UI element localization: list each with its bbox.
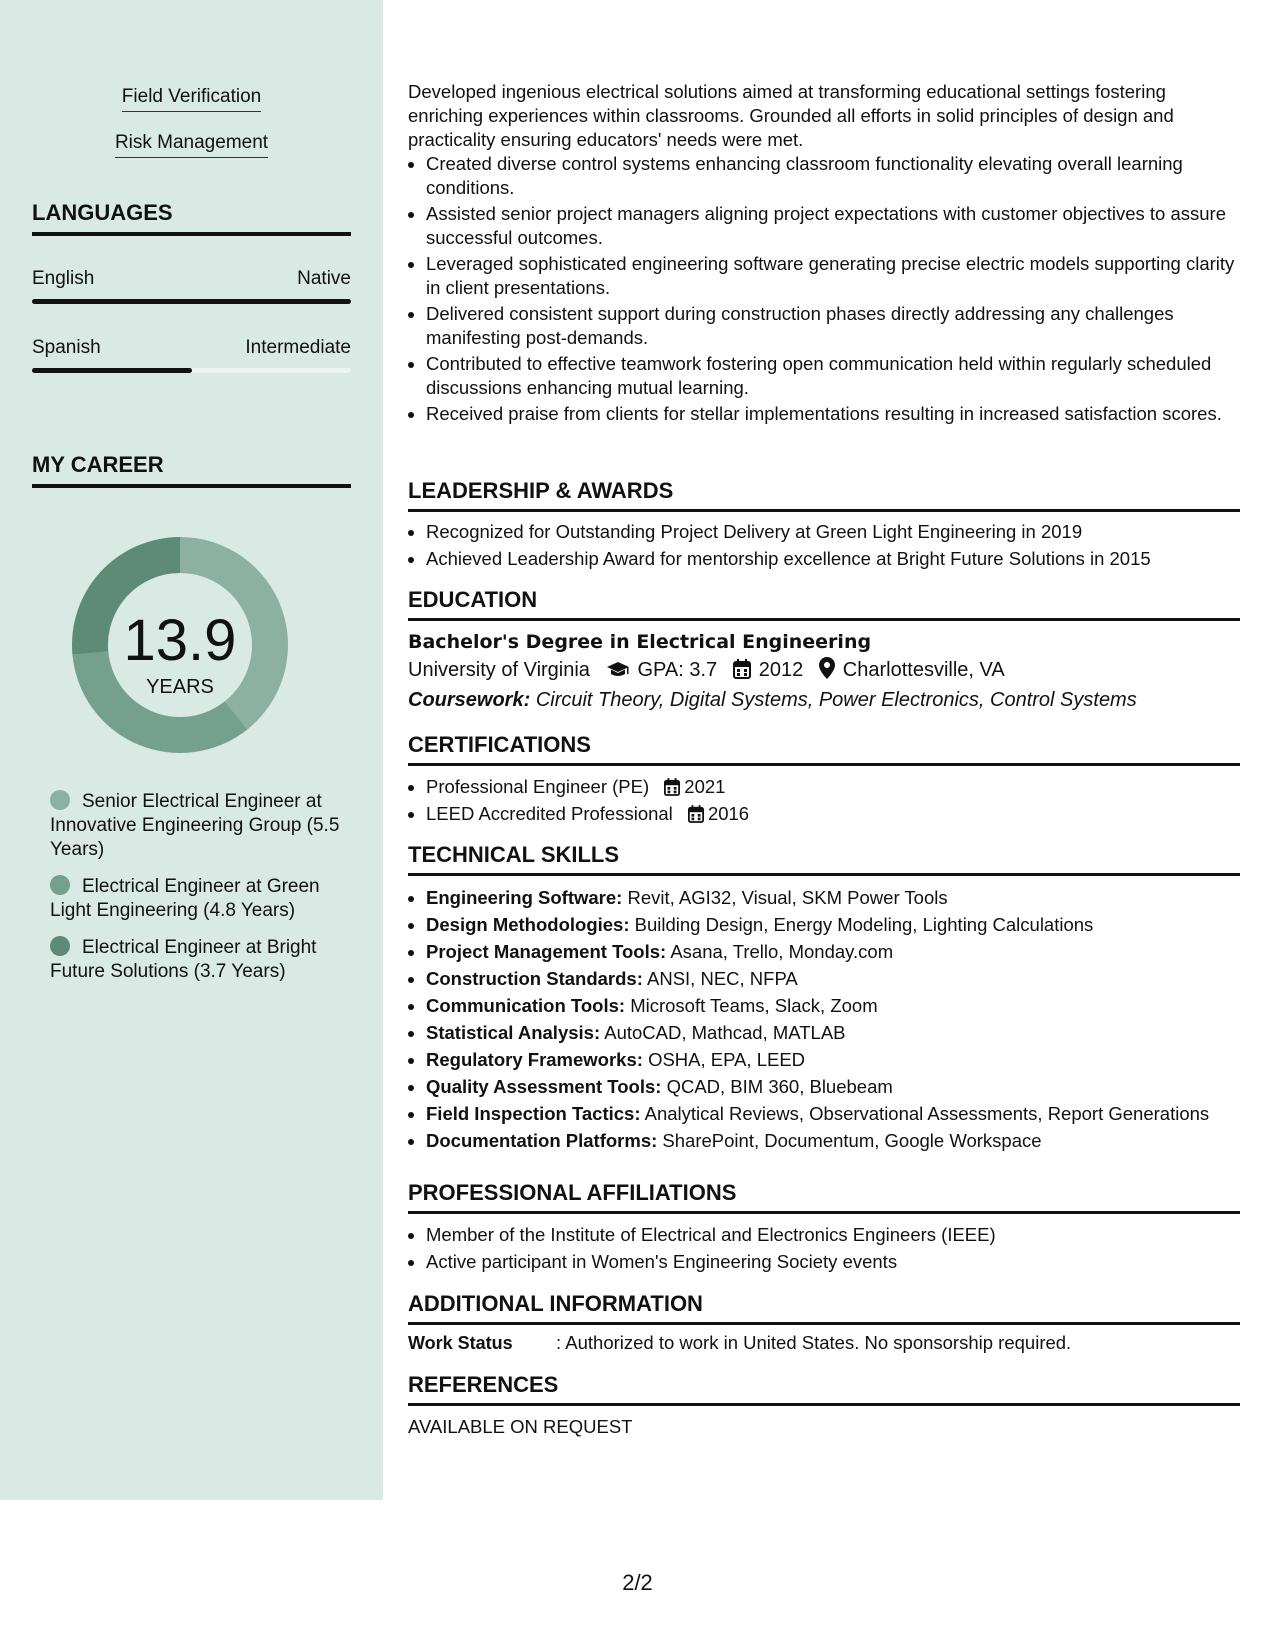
skill-label: Statistical Analysis:	[426, 1022, 601, 1043]
certification-name: LEED Accredited Professional	[426, 803, 673, 824]
list-item: • Achieved Leadership Award for mentorship excellence at Bright Future Solutions in 2015	[426, 547, 1240, 571]
list-item: • Contributed to effective teamwork fostering open communication held within regularly scheduled discussions enhancing mutual learning.	[426, 352, 1240, 400]
language-name: Spanish	[32, 337, 101, 358]
work-status-label: Work Status	[408, 1333, 513, 1353]
skill-value: Microsoft Teams, Slack, Zoom	[630, 995, 878, 1016]
language-row	[32, 337, 351, 359]
career-item-label: Senior Electrical Engineer at Innovative Engineering Group (5.5 Years)	[50, 791, 340, 860]
work-status-value: : Authorized to work in United States. No sponsorship required.	[556, 1332, 1072, 1353]
calendar-icon	[664, 778, 680, 796]
skill-label: Project Management Tools:	[426, 941, 667, 962]
affiliations-title: PROFESSIONAL AFFILIATIONS	[408, 1180, 1240, 1214]
skill-value: Building Design, Energy Modeling, Lighting Calculations	[634, 914, 1094, 935]
coursework-value: Circuit Theory, Digital Systems, Power Electronics, Control Systems	[535, 689, 1137, 711]
list-item: • Received praise from clients for stellar implementations resulting in increased satisfaction scores.	[426, 402, 1240, 426]
list-item	[426, 775, 1240, 799]
career-item	[50, 936, 350, 984]
skill-label: Construction Standards:	[426, 968, 643, 989]
list-item	[426, 1021, 1240, 1045]
coursework	[408, 685, 1240, 715]
career-list	[50, 790, 350, 997]
skill-value: AutoCAD, Mathcad, MATLAB	[604, 1022, 846, 1043]
list-item: • Active participant in Women's Engineering Society events	[426, 1250, 1240, 1274]
list-item: • Recognized for Outstanding Project Delivery at Green Light Engineering in 2019	[426, 520, 1240, 544]
language-level: Native	[297, 268, 351, 289]
location: Charlottesville, VA	[842, 659, 1005, 681]
list-item	[426, 994, 1240, 1018]
language-bar	[32, 299, 351, 304]
language-name: English	[32, 268, 95, 289]
list-item	[426, 802, 1240, 826]
list-item	[426, 1048, 1240, 1072]
career-donut-chart	[65, 530, 295, 760]
calendar-icon	[733, 659, 751, 679]
legend-dot-icon	[50, 875, 70, 895]
skill-value: Asana, Trello, Monday.com	[670, 941, 894, 962]
school: University of Virginia	[408, 659, 590, 681]
career-total: 13.9	[123, 608, 237, 673]
skill-label: Regulatory Frameworks:	[426, 1049, 643, 1070]
languages-title: LANGUAGES	[32, 200, 351, 236]
graduation-year: 2012	[758, 659, 804, 681]
experience-description	[408, 80, 1240, 428]
list-item	[426, 967, 1240, 991]
list-item	[426, 940, 1240, 964]
certifications-section	[408, 775, 1240, 829]
location-pin-icon	[819, 657, 835, 679]
skill-chip: Field Verification	[122, 86, 261, 112]
career-unit: YEARS	[146, 676, 214, 698]
skill-label: Field Inspection Tactics:	[426, 1103, 641, 1124]
career-title: MY CAREER	[32, 452, 351, 488]
career-item-label: Electrical Engineer at Green Light Engineering (4.8 Years)	[50, 876, 320, 921]
skill-label: Quality Assessment Tools:	[426, 1076, 662, 1097]
skills-section	[408, 886, 1240, 1156]
skill-label: Communication Tools:	[426, 995, 626, 1016]
certifications-title: CERTIFICATIONS	[408, 732, 1240, 766]
skills-title: TECHNICAL SKILLS	[408, 842, 1240, 876]
skill-chip: Risk Management	[115, 132, 268, 158]
certification-year: 2021	[684, 776, 726, 797]
legend-dot-icon	[50, 936, 70, 956]
experience-bullets	[408, 152, 1240, 426]
language-bar-fill	[32, 368, 192, 373]
list-item: • Delivered consistent support during construction phases directly addressing any challenges manifesting post-demands.	[426, 302, 1240, 350]
additional-info-section	[408, 1332, 1240, 1354]
skill-label: Engineering Software:	[426, 887, 623, 908]
skill-chips	[0, 86, 383, 178]
language-level: Intermediate	[245, 337, 351, 358]
list-item	[426, 1075, 1240, 1099]
language-bar	[32, 368, 351, 373]
list-item	[426, 1102, 1240, 1126]
graduation-cap-icon	[606, 661, 630, 679]
skill-label: Design Methodologies:	[426, 914, 630, 935]
list-item: • Assisted senior project managers aligning project expectations with customer objectives to assure successful outcomes.	[426, 202, 1240, 250]
experience-summary: Developed ingenious electrical solutions aimed at transforming educational settings fostering enriching experiences within classrooms. Grounded all efforts in solid principles of design and practicality ensuring educators' needs were met.	[408, 81, 1174, 150]
gpa: GPA: 3.7	[637, 659, 718, 681]
sidebar	[0, 0, 383, 1500]
degree: Bachelor's Degree in Electrical Engineering	[408, 631, 872, 653]
education-details	[408, 655, 1240, 685]
list-item	[426, 1129, 1240, 1153]
coursework-label: Coursework:	[408, 689, 531, 711]
language-row	[32, 268, 351, 290]
page-number: 2/2	[622, 1570, 653, 1595]
education-title: EDUCATION	[408, 587, 1240, 621]
list-item: • Leveraged sophisticated engineering software generating precise electric models supporting clarity in client presentations.	[426, 252, 1240, 300]
additional-info-title: ADDITIONAL INFORMATION	[408, 1291, 1240, 1325]
skill-value: SharePoint, Documentum, Google Workspace	[662, 1130, 1042, 1151]
language-bar-fill	[32, 299, 351, 304]
list-item	[426, 886, 1240, 910]
career-item-label: Electrical Engineer at Bright Future Solutions (3.7 Years)	[50, 937, 317, 982]
calendar-icon	[688, 805, 704, 823]
affiliations-section	[408, 1223, 1240, 1277]
certification-name: Professional Engineer (PE)	[426, 776, 650, 797]
list-item: • Created diverse control systems enhancing classroom functionality elevating overall learning conditions.	[426, 152, 1240, 200]
legend-dot-icon	[50, 790, 70, 810]
career-item	[50, 790, 350, 862]
list-item: • Member of the Institute of Electrical and Electronics Engineers (IEEE)	[426, 1223, 1240, 1247]
skill-value: OSHA, EPA, LEED	[648, 1049, 806, 1070]
skill-value: QCAD, BIM 360, Bluebeam	[666, 1076, 893, 1097]
certification-year: 2016	[707, 803, 750, 824]
skill-label: Documentation Platforms:	[426, 1130, 658, 1151]
skill-value: Analytical Reviews, Observational Assessments, Report Generations	[644, 1103, 1210, 1124]
career-item	[50, 875, 350, 923]
skill-value: Revit, AGI32, Visual, SKM Power Tools	[627, 887, 948, 908]
references-value: AVAILABLE ON REQUEST	[408, 1416, 633, 1437]
leadership-section	[408, 520, 1240, 574]
list-item	[426, 913, 1240, 937]
leadership-title: LEADERSHIP & AWARDS	[408, 478, 1240, 512]
references-title: REFERENCES	[408, 1372, 1240, 1406]
skill-value: ANSI, NEC, NFPA	[647, 968, 798, 989]
education-section	[408, 629, 1240, 715]
